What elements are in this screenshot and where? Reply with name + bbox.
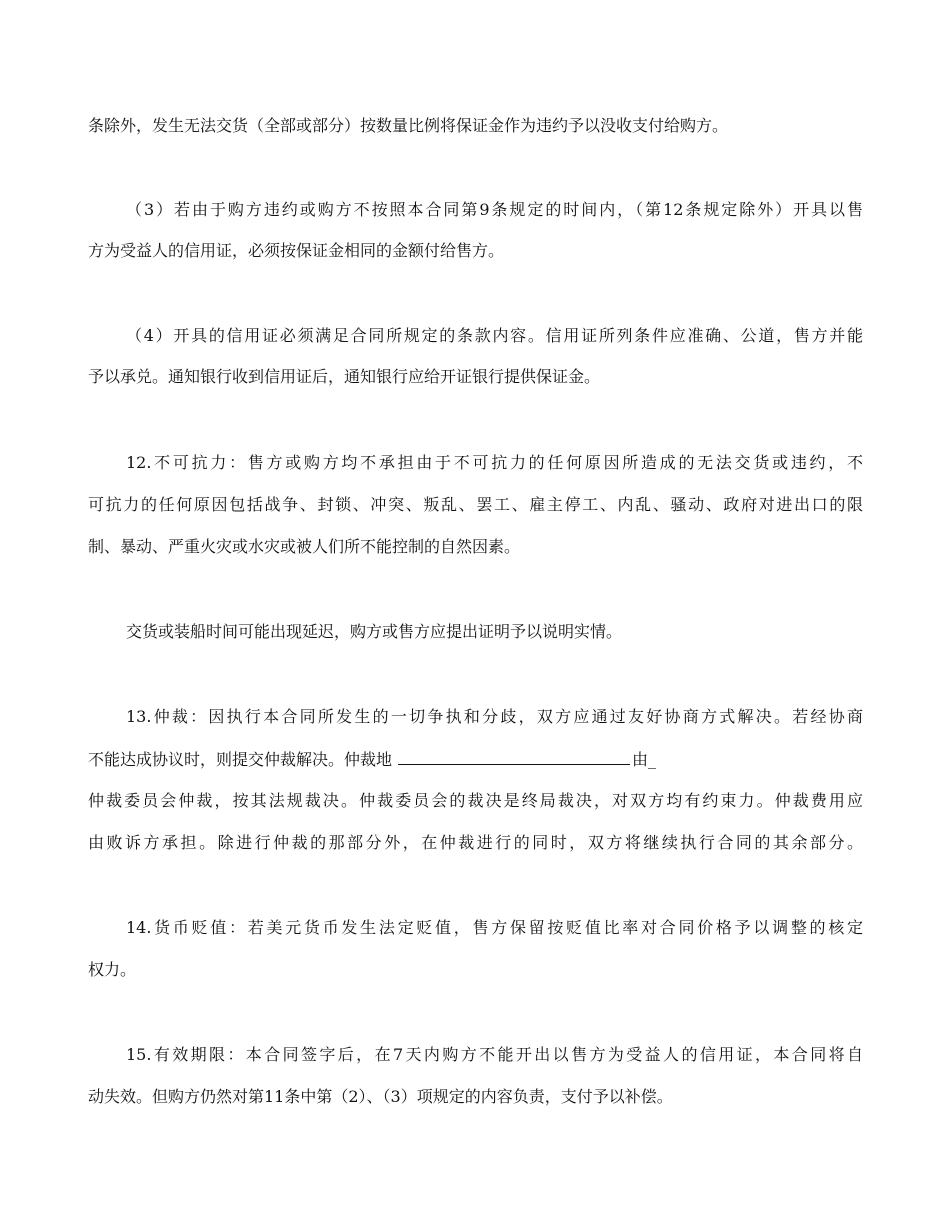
clause-11-3-line-1: （3）若由于购方违约或购方不按照本合同第9条规定的时间内，（第12条规定除外）开具以售 bbox=[126, 200, 863, 219]
clause-15-line-2: 动失效。但购方仍然对第11条中第（2）、（3）项规定的内容负责，支付予以补偿。 bbox=[88, 1087, 673, 1106]
paragraph-continuation-line-1: 条除外，发生无法交货（全部或部分）按数量比例将保证金作为违约予以没收支付给购方。 bbox=[88, 116, 729, 135]
clause-13-line-3: 仲裁委员会仲裁，按其法规裁决。仲裁委员会的裁决是终局裁决，对双方均有约束力。仲裁费用应 bbox=[88, 791, 863, 810]
clause-12-line-3: 制、暴动、严重火灾或水灾或被人们所不能控制的自然因素。 bbox=[88, 537, 521, 556]
clause-14-line-1: 14.货币贬值：若美元货币发生法定贬值，售方保留按贬值比率对合同价格予以调整的核定 bbox=[126, 918, 863, 937]
arbitration-place-blank bbox=[398, 748, 630, 765]
delay-notice-line: 交货或装船时间可能出现延迟，购方或售方应提出证明予以说明实情。 bbox=[126, 622, 623, 641]
clause-11-3-line-2: 方为受益人的信用证，必须按保证金相同的金额付给售方。 bbox=[88, 241, 505, 260]
clause-15-line-1: 15.有效期限：本合同签字后，在7天内购方不能开出以售方为受益人的信用证，本合同将自 bbox=[126, 1045, 863, 1064]
clause-12-line-1: 12.不可抗力：售方或购方均不承担由于不可抗力的任何原因所造成的无法交货或违约，不 bbox=[126, 453, 863, 472]
clause-13-line-2-text: 不能达成协议时，则提交仲裁解决。仲裁地 bbox=[88, 750, 393, 769]
clause-11-4-line-2: 予以承兑。通知银行收到信用证后，通知银行应给开证银行提供保证金。 bbox=[88, 367, 601, 386]
clause-13-line-1: 13.仲裁：因执行本合同所发生的一切争执和分歧，双方应通过友好协商方式解决。若经协商 bbox=[126, 707, 863, 726]
clause-13-line-4: 由败诉方承担。除进行仲裁的那部分外，在仲裁进行的同时，双方将继续执行合同的其余部分。 bbox=[88, 833, 863, 852]
clause-11-4-line-1: （4）开具的信用证必须满足合同所规定的条款内容。信用证所列条件应准确、公道，售方并能 bbox=[126, 326, 863, 345]
clause-13-line-2-suffix: 由_ bbox=[632, 750, 657, 769]
clause-13-line-2 bbox=[88, 748, 863, 770]
clause-14-line-2: 权力。 bbox=[88, 960, 137, 979]
clause-12-line-2: 可抗力的任何原因包括战争、封锁、冲突、叛乱、罢工、雇主停工、内乱、骚动、政府对进出口的限 bbox=[88, 495, 863, 514]
